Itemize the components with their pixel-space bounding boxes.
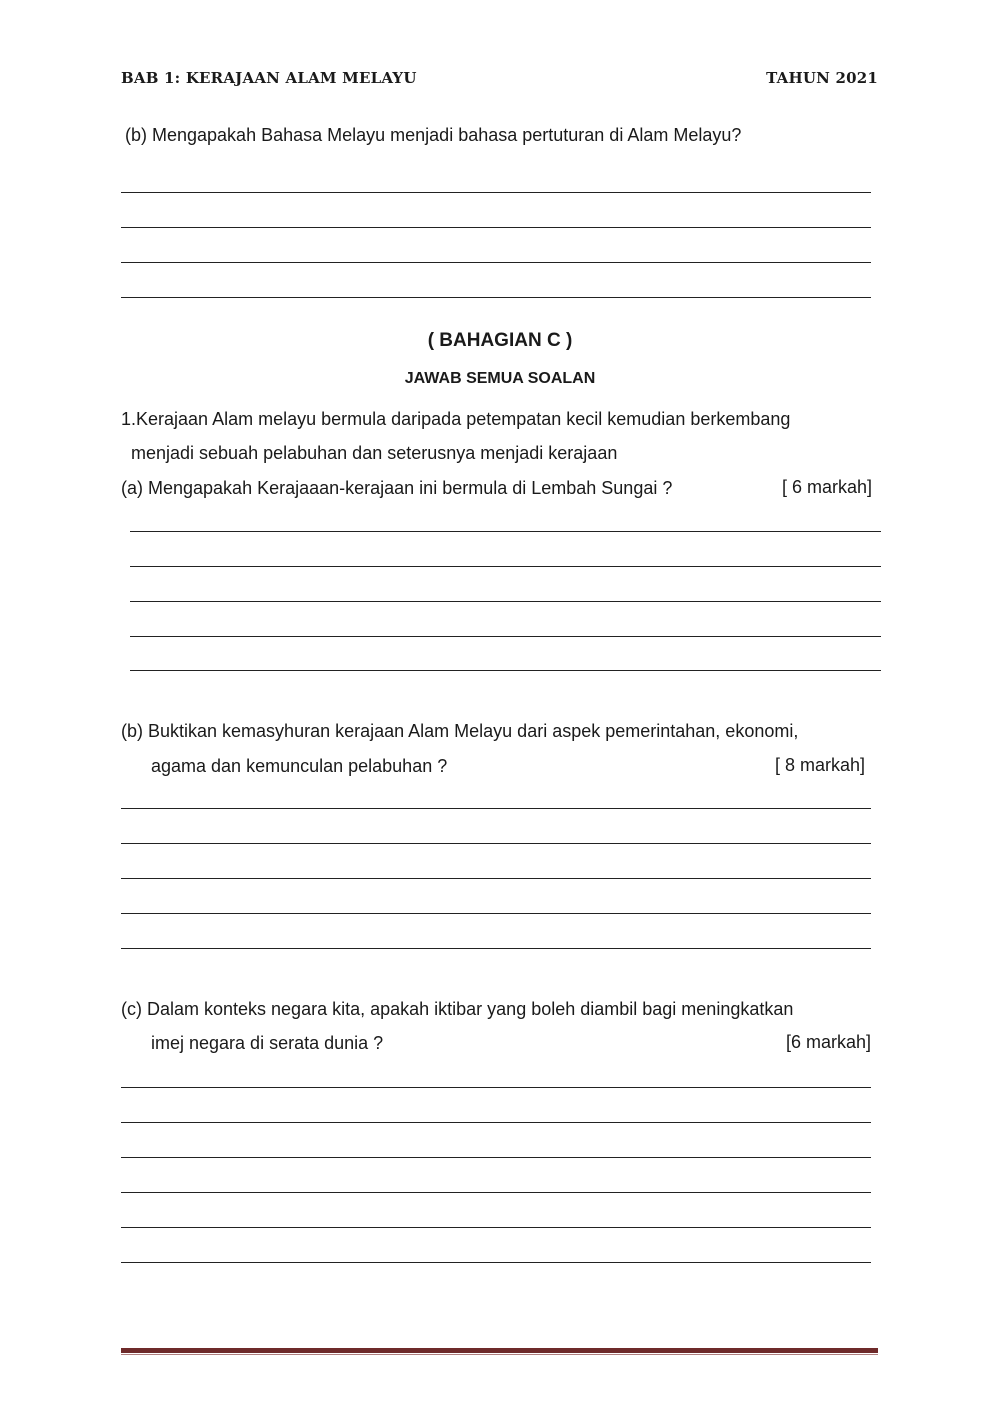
question1-intro-line2: menjadi sebuah pelabuhan dan seterusnya menjadi kerajaan: [131, 443, 618, 463]
question1-intro-line1: 1.Kerajaan Alam melayu bermula daripada petempatan kecil kemudian berkembang: [121, 409, 791, 429]
answer-line[interactable]: [121, 808, 871, 809]
answer-line[interactable]: [121, 948, 871, 949]
answer-line[interactable]: [121, 262, 871, 263]
answer-line[interactable]: [130, 601, 881, 602]
part-a-marks: [ 6 markah]: [782, 477, 873, 497]
part-b-marks: [ 8 markah]: [775, 755, 866, 775]
answer-line[interactable]: [130, 566, 881, 567]
section-instruction: JAWAB SEMUA SOALAN: [404, 370, 596, 387]
answer-line[interactable]: [121, 1122, 871, 1123]
part-c-marks: [6 markah]: [786, 1032, 872, 1052]
answer-line[interactable]: [121, 913, 871, 914]
year-label: TAHUN 2021: [766, 69, 878, 87]
answer-line[interactable]: [121, 1227, 871, 1228]
answer-line[interactable]: [121, 878, 871, 879]
answer-line[interactable]: [121, 1087, 871, 1088]
answer-line[interactable]: [121, 843, 871, 844]
answer-line[interactable]: [130, 636, 881, 637]
answer-line[interactable]: [121, 1262, 871, 1263]
answer-line[interactable]: [121, 297, 871, 298]
question1-part-a: (a) Mengapakah Kerajaaan-kerajaan ini bermula di Lembah Sungai ?: [121, 478, 673, 498]
question-prev-b: (b) Mengapakah Bahasa Melayu menjadi bahasa pertuturan di Alam Melayu?: [125, 125, 742, 145]
question1-part-b-line2: agama dan kemunculan pelabuhan ?: [151, 756, 448, 776]
question1-part-b-line1: (b) Buktikan kemasyhuran kerajaan Alam Melayu dari aspek pemerintahan, ekonomi,: [121, 721, 799, 741]
question1-part-c-line2: imej negara di serata dunia ?: [151, 1033, 384, 1053]
answer-line[interactable]: [121, 192, 871, 193]
answer-line[interactable]: [130, 531, 881, 532]
footer-rule-shadow: [121, 1354, 878, 1355]
footer-rule: [121, 1348, 878, 1353]
chapter-title: BAB 1: KERAJAAN ALAM MELAYU: [121, 69, 417, 87]
answer-line[interactable]: [121, 1157, 871, 1158]
question1-part-c-line1: (c) Dalam konteks negara kita, apakah iktibar yang boleh diambil bagi meningkatkan: [121, 999, 794, 1019]
answer-line[interactable]: [121, 227, 871, 228]
section-title: ( BAHAGIAN C ): [427, 330, 573, 351]
answer-line[interactable]: [130, 670, 881, 671]
answer-line[interactable]: [121, 1192, 871, 1193]
